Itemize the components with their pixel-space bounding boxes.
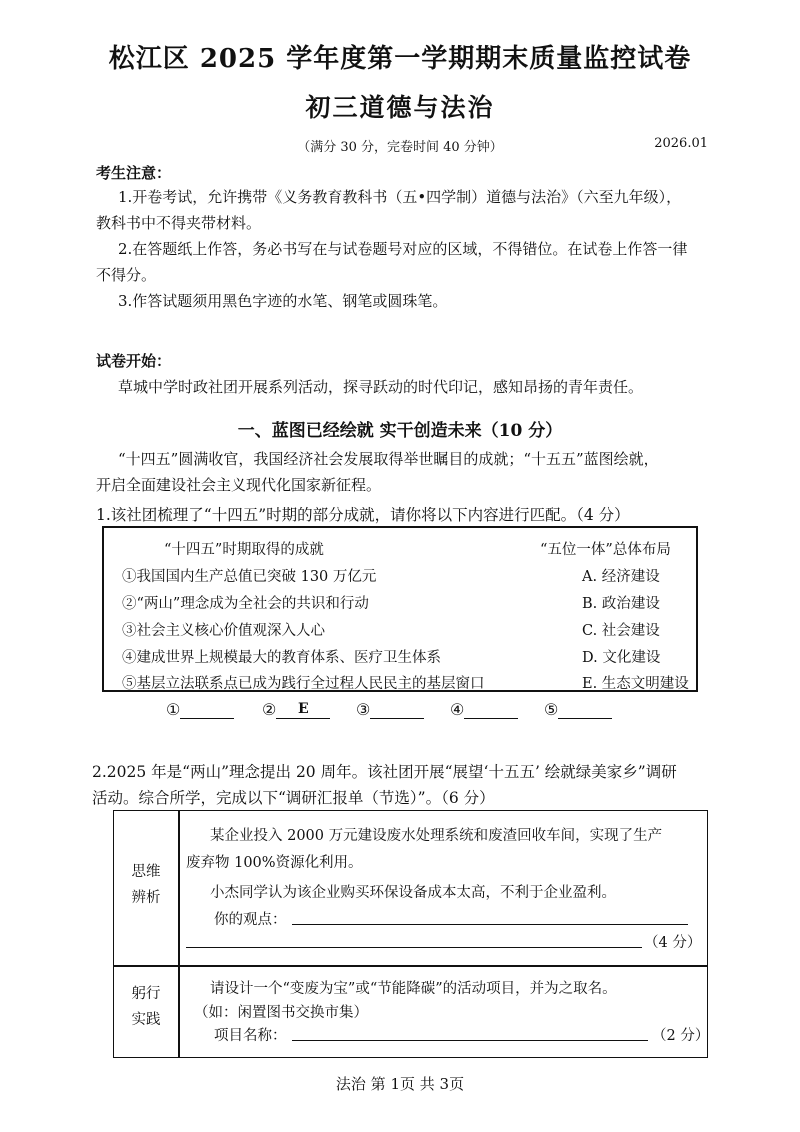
table-divider bbox=[114, 965, 707, 967]
achievement-item: ⑤基层立法联系点已成为践行全过程人民民主的基层窗口 bbox=[122, 676, 485, 692]
answer-blank[interactable] bbox=[464, 700, 518, 719]
notice-item-2-line-2: 不得分。 bbox=[96, 266, 157, 284]
start-intro: 草城中学时政社团开展系列活动，探寻跃动的时代印记，感知昂扬的青年责任。 bbox=[118, 378, 644, 396]
answer-slot-3 bbox=[356, 700, 424, 719]
row-1-text-1: 某企业投入 2000 万元建设废水处理系统和废渣回收车间，实现了生产 bbox=[210, 828, 663, 844]
exam-title: 松江区 2025 学年度第一学期期末质量监控试卷 bbox=[108, 44, 692, 74]
layout-item: D. 文化建设 bbox=[582, 650, 661, 666]
layout-item: E. 生态文明建设 bbox=[582, 676, 689, 692]
start-heading: 试卷开始： bbox=[96, 352, 172, 370]
achievement-item: ①我国国内生产总值已突破 130 万亿元 bbox=[122, 569, 377, 585]
answer-line[interactable] bbox=[292, 1040, 648, 1041]
section-1-title: 一、蓝图已经绘就 实干创造未来（10 分） bbox=[237, 421, 563, 441]
question-2-prompt-line-2: 活动。综合所学，完成以下“调研汇报单（节选）”。（6 分） bbox=[92, 789, 495, 807]
row-2-text-1: 请设计一个“变废为宝”或“节能降碳”的活动项目，并为之取名。 bbox=[210, 981, 617, 997]
answer-slot-5 bbox=[544, 700, 612, 719]
row-2-text-2: （如：闲置图书交换市集） bbox=[194, 1005, 368, 1021]
notice-item-3: 3.作答试题须用黑色字迹的水笔、钢笔或圆珠笔。 bbox=[118, 292, 448, 310]
exam-date: 2026.01 bbox=[654, 136, 708, 151]
achievement-item: ②“两山”理念成为全社会的共识和行动 bbox=[122, 596, 369, 612]
notice-heading: 考生注意： bbox=[96, 164, 172, 182]
question-2-prompt-line-1: 2.2025 年是“两山”理念提出 20 周年。该社团开展“展望‘十五五’ 绘就绿美家乡”调研 bbox=[92, 763, 677, 781]
row-2-label bbox=[114, 981, 178, 1033]
section-1-paragraph-line-2: 开启全面建设社会主义现代化国家新征程。 bbox=[96, 476, 382, 494]
matching-table bbox=[102, 526, 698, 692]
answer-slot-1 bbox=[166, 700, 234, 719]
achievement-item: ④建成世界上规模最大的教育体系、医疗卫生体系 bbox=[122, 650, 441, 666]
layout-item: A. 经济建设 bbox=[582, 569, 660, 585]
answer-slot-2 bbox=[262, 700, 330, 719]
row-2-score: （2 分） bbox=[652, 1028, 710, 1044]
row-1-view-label: 你的观点： bbox=[214, 912, 287, 928]
answer-blank[interactable] bbox=[370, 700, 424, 719]
answer-label: ② bbox=[262, 700, 277, 719]
answer-line[interactable] bbox=[292, 924, 688, 925]
answer-label: ③ bbox=[356, 700, 371, 719]
row-1-score: （4 分） bbox=[644, 935, 702, 951]
row-1-label bbox=[114, 859, 178, 911]
notice-item-1-line-2: 教科书中不得夹带材料。 bbox=[96, 214, 262, 232]
row-1-text-3: 小杰同学认为该企业购买环保设备成本太高，不利于企业盈利。 bbox=[210, 885, 616, 901]
research-report-table bbox=[113, 810, 708, 1058]
answer-blank[interactable] bbox=[558, 700, 612, 719]
answer-line[interactable] bbox=[186, 947, 642, 948]
achievements-column-header: “十四五”时期取得的成就 bbox=[164, 542, 324, 558]
answer-label: ⑤ bbox=[544, 700, 559, 719]
row-2-label-a: 躬行 bbox=[131, 986, 161, 1002]
achievement-item: ③社会主义核心价值观深入人心 bbox=[122, 623, 325, 639]
notice-item-2-line-1: 2.在答题纸上作答，务必书写在与试卷题号对应的区域，不得错位。在试卷上作答一律 bbox=[118, 240, 688, 258]
exam-subject: 初三道德与法治 bbox=[305, 93, 495, 122]
question-1-prompt: 1.该社团梳理了“十四五”时期的部分成就，请你将以下内容进行匹配。（4 分） bbox=[96, 506, 630, 524]
row-1-label-a: 思维 bbox=[131, 864, 161, 880]
layout-item: B. 政治建设 bbox=[582, 596, 660, 612]
layout-column-header: “五位一体”总体布局 bbox=[540, 542, 671, 558]
exam-info: （满分 30 分，完卷时间 40 分钟） bbox=[297, 140, 503, 155]
row-1-label-b: 辨析 bbox=[131, 890, 161, 906]
section-1-paragraph-line-1: “十四五”圆满收官，我国经济社会发展取得举世瞩目的成就；“十五五”蓝图绘就， bbox=[118, 450, 659, 468]
answer-blank[interactable]: E bbox=[276, 700, 330, 719]
layout-item: C. 社会建设 bbox=[582, 623, 660, 639]
answer-label: ① bbox=[166, 700, 181, 719]
table-divider bbox=[178, 811, 180, 1057]
row-2-name-label: 项目名称： bbox=[214, 1028, 287, 1044]
notice-item-1-line-1: 1.开卷考试，允许携带《义务教育教科书（五•四学制）道德与法治》（六至九年级）， bbox=[118, 188, 682, 206]
answer-slot-4 bbox=[450, 700, 518, 719]
answer-blank[interactable] bbox=[180, 700, 234, 719]
row-1-text-2: 废弃物 100%资源化利用。 bbox=[186, 855, 363, 871]
answer-label: ④ bbox=[450, 700, 465, 719]
row-2-label-b: 实践 bbox=[131, 1012, 161, 1028]
page-footer: 法治 第 1页 共 3页 bbox=[335, 1075, 465, 1093]
